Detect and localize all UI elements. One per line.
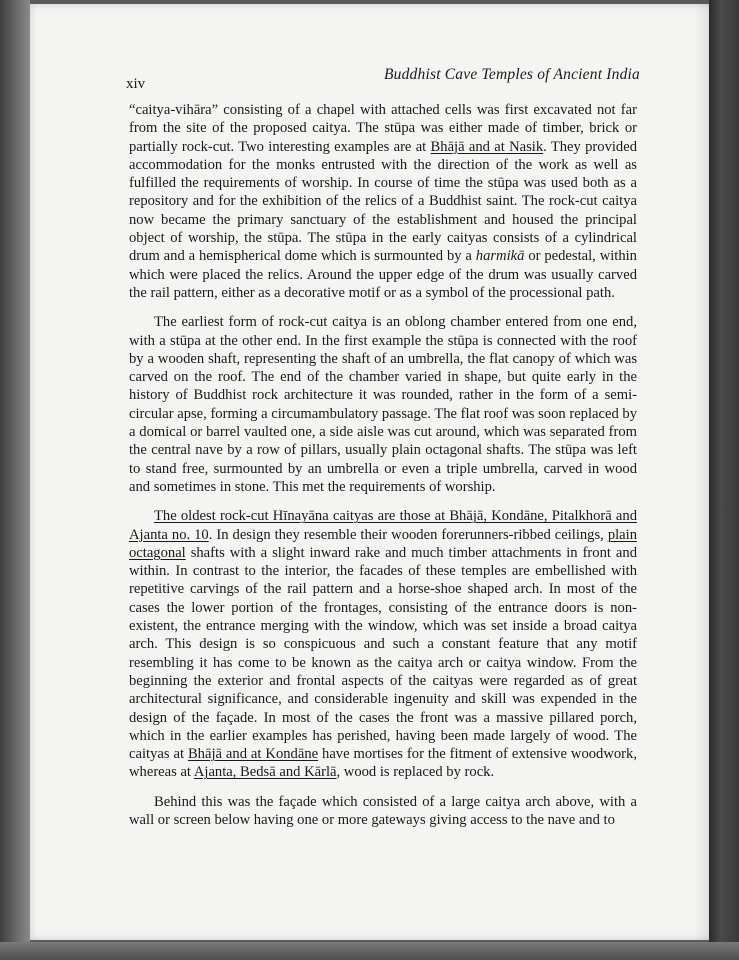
text-run: Behind this was the façade which consisted of a large caitya arch above, with a wall or screen below having one or more gateways giving access to the nave and to [129, 793, 637, 828]
text-run: . They provided accommodation for the monks entrusted with the direction of the work as well as fulfilled the requirements of worship. In course of time the stūpa was used both as a repository and for the exhibition of the relics of a Buddhist saint. The rock-cut caitya now became the primary sanctuary of the establishment and housed the principal object of worship, the stūpa. The stūpa in the early caityas consists of a cylindrical drum and a hemispherical dome which is surmounted by a [129, 138, 638, 265]
book-page [30, 4, 720, 940]
text-run: or pedestal, within which were placed the relics. Around the upper edge of the drum was usually carved the rail pattern, either as a decorative motif or as a symbol of the processional path. [129, 248, 637, 301]
running-head-title: Buddhist Cave Temples of Ancient India [383, 66, 640, 83]
paragraph-2 [129, 313, 637, 496]
text-run: have mortises for the fitment of extensive woodwork, whereas at [129, 746, 637, 781]
text-run: “caitya-vihāra” consisting of a chapel with attached cells was first excavated not far from the site of the proposed caitya. The stūpa was either made of timber, brick or partially rock-cut. Two interesting examples are at [129, 102, 637, 155]
underlined-text: Ajanta, Bedsā and Kārlā [193, 764, 337, 781]
paragraph-4 [129, 793, 637, 830]
text-run: shafts with a slight inward rake and much timber attachments in front and within. In contrast to the interior, the facades of these temples are embellished with repetitive carvings of the rail pattern and a horse-shoe shaped arch. In most of the cases the lower portion of the frontages, consisting of the entrance doors is non-existent, the entrance merging with the window, which was set inside a broad caitya arch. This design is so conspicuous and such a constant feature that any motif resembling it has come to be known as the caitya arch or caitya window. From the beginning the exterior and frontal aspects of the caityas were regarded as of great architectural significance, and considerable ingenuity and skill was expended in the design of the façade. In most of the cases the front was a massive pillared porch, which in the earlier examples has perished, having been made largely of wood. The caityas at [129, 544, 637, 763]
underlined-text: Bhājā and at Nasik [430, 138, 544, 155]
book-binding-edge [709, 0, 739, 960]
paragraph-3 [129, 507, 637, 781]
underlined-text: Bhājā and at Kondāne [187, 746, 319, 763]
page-left-edge [0, 0, 30, 960]
underlined-text: plain octagonal [129, 526, 637, 561]
text-run: . In design they resemble their wooden forerunners-ribbed ceilings, [208, 526, 608, 543]
page-number: xiv [126, 76, 146, 92]
body-text [129, 101, 637, 840]
text-run: , wood is replaced by rock. [336, 764, 495, 781]
underlined-text: The oldest rock-cut Hīnayāna caityas are those at Bhājā, Kondāne, Pitalkhorā and Ajanta no. 10 [129, 508, 637, 543]
page-bottom-edge [0, 942, 739, 960]
italic-term: harmikā [475, 248, 525, 265]
text-run: The earliest form of rock-cut caitya is an oblong chamber entered from one end, with a stūpa at the other end. In the first example the stūpa is connected with the roof by a wooden shaft, representing the shaft of an umbrella, the flat canopy of which was carved on the roof. The end of the chamber varied in shape, but quite early in the history of Buddhist rock architecture it was rounded, rather in the form of a semi-circular apse, forming a circumambulatory passage. The flat roof was soon replaced by a domical or barrel vaulted one, a side aisle was cut around, which was separated from the central nave by a row of pillars, usually plain octagonal shafts. The stūpa was left to stand free, surmounted by an umbrella or even a triple umbrella, carved in wood and sometimes in stone. This met the requirements of worship. [129, 314, 637, 495]
paragraph-1 [129, 101, 637, 302]
